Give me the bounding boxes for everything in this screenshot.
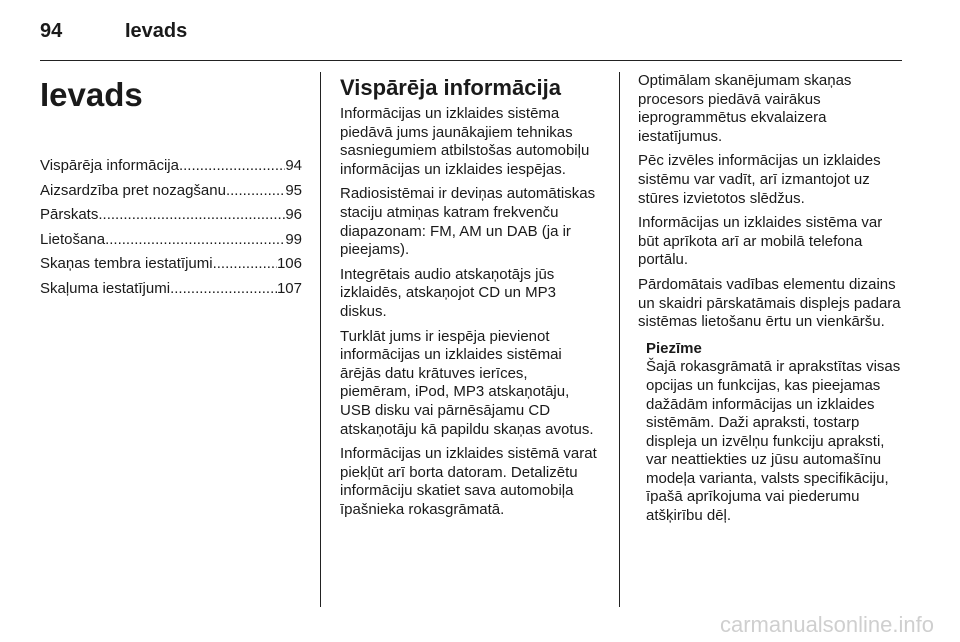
toc-entry[interactable] <box>40 203 302 228</box>
toc-leader <box>226 179 285 204</box>
toc-entry[interactable] <box>40 179 302 204</box>
watermark: carmanualsonline.info <box>719 612 934 637</box>
running-title: Ievads <box>125 20 188 42</box>
body-paragraph: Informācijas un izklaides sistēma piedāvā jums jaunākajiem tehnikas sasniegumiem atbilstošas automobiļu informācijas un izklaides iespējas. <box>340 105 590 178</box>
toc-entry-page: 94 <box>285 157 302 174</box>
toc-entry[interactable] <box>40 154 302 179</box>
toc-leader <box>98 203 285 228</box>
toc-entry-label: Lietošana <box>40 230 106 248</box>
toc-entry-page: 106 <box>276 255 302 272</box>
column-body-2 <box>638 72 902 526</box>
toc-entry-label: Skaļuma iestatījumi <box>40 279 171 297</box>
note-title: Piezīme <box>646 339 702 357</box>
body-paragraph: Integrētais audio atskaņotājs jūs izklaidēs, atskaņojot CD un MP3 diskus. <box>340 265 556 320</box>
toc-entry-page: 99 <box>285 230 302 248</box>
toc-entry-label: Aizsardzība pret nozagšanu <box>40 181 226 199</box>
page-number: 94 <box>40 20 63 42</box>
table-of-contents <box>40 154 302 301</box>
column-body-1 <box>340 72 602 525</box>
toc-entry-label: Skaņas tembra iestatījumi <box>40 255 213 272</box>
body-paragraph: Turklāt jums ir iespēja pievienot informācijas un izklaides sistēmai ārējās datu krātuves ierīces, piemēram, iPod, MP3 atskaņotāju, USB disku vai pārnēsājamu CD atskaņotāju kā papildu skaņas avotus. <box>340 327 594 438</box>
toc-entry-label: Pārskats <box>40 206 99 223</box>
toc-leader <box>179 154 285 179</box>
body-paragraph: Pārdomātais vadības elementu dizains un skaidri pārskatāmais displejs padara sistēmas lietošanu ērtu un vienkāršu. <box>638 275 901 331</box>
column-divider-2 <box>619 72 620 607</box>
toc-entry[interactable] <box>40 277 302 302</box>
body-paragraph: Informācijas un izklaides sistēmā varat piekļūt arī borta datoram. Detalizētu informāciju skatiet sava automobiļa īpašnieka rokasgrāmatā. <box>340 445 597 518</box>
toc-entry-label: Vispārēja informācija <box>40 157 179 174</box>
body-paragraph: Informācijas un izklaides sistēma var būt aprīkota arī ar mobilā telefona portālu. <box>638 214 883 269</box>
toc-entry[interactable] <box>40 228 302 253</box>
toc-entry-page: 96 <box>285 206 302 223</box>
column-toc <box>40 72 302 301</box>
section-title: Vispārēja informācija <box>340 75 561 100</box>
chapter-title: Ievads <box>40 76 143 113</box>
toc-entry-page: 95 <box>285 181 302 199</box>
toc-entry[interactable] <box>40 252 302 277</box>
body-paragraph: Optimālam skanējumam skaņas procesors piedāvā vairākus ieprogrammētus ekvalaizera iestatījumus. <box>638 72 852 145</box>
toc-leader <box>105 228 285 253</box>
note-box <box>646 340 902 526</box>
page-header <box>40 20 920 48</box>
toc-entry-page: 107 <box>276 279 302 297</box>
toc-leader <box>213 252 277 277</box>
note-text: Šajā rokasgrāmatā ir aprakstītas visas opcijas un funkcijas, kas pieejamas dažādām informācijas un izklaides sistēmām. Daži apraksti, tostarp displeja un izvēlņu funkciju apraksti, var neattiekties uz jūsu automašīnu modeļa varianta, valsts specifikāciju, īpašā aprīkojuma vai piederumu atšķirību dēļ. <box>646 358 901 525</box>
header-divider <box>40 60 902 61</box>
toc-leader <box>170 277 277 302</box>
body-paragraph: Pēc izvēles informācijas un izklaides sistēmu var vadīt, arī izmantojot uz stūres izvietotos slēdžus. <box>638 152 881 207</box>
body-paragraph: Radiosistēmai ir deviņas automātiskas staciju atmiņas katram frekvenču diapazonam: FM, AM un DAB (ja ir pieejams). <box>340 185 596 259</box>
column-divider-1 <box>320 72 321 607</box>
